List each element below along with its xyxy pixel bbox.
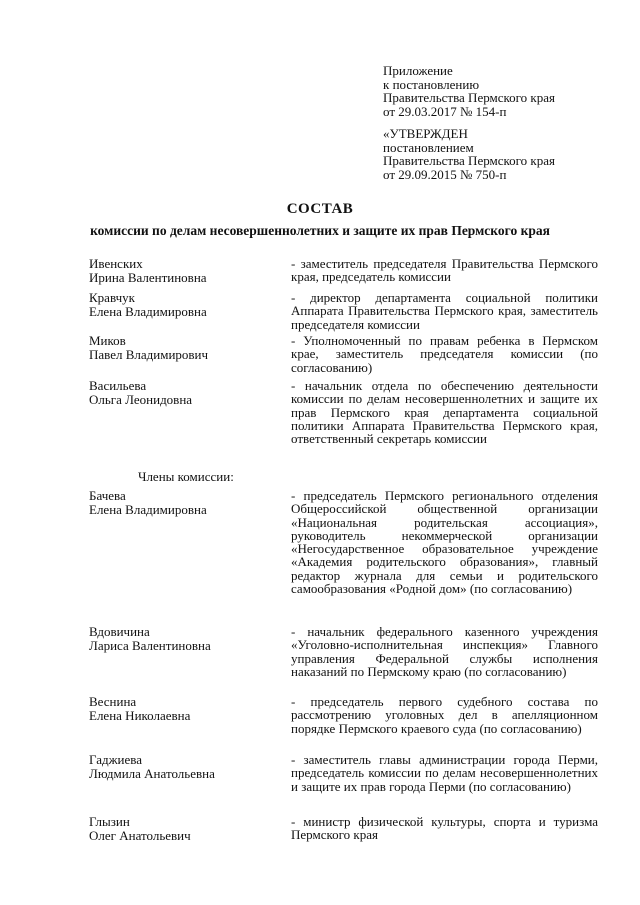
appendix-line: Правительства Пермского края (383, 90, 555, 105)
person-name (89, 815, 279, 842)
person-name (89, 334, 279, 361)
document-title: СОСТАВ (286, 201, 354, 217)
person-name (89, 625, 279, 652)
appendix-header (383, 64, 555, 118)
person-surname: Кравчук (89, 290, 135, 305)
person-role: - председатель Пермского регионального отделения Общероссийской общественной организации «Национальная родительская ассоциация», руководитель некоммерческой организации «Негосударственное образовательное учреждение «Академия родительского образования», главный редактор журнала для семьи и родительского самообразования «Родной дом» (по согласованию) (291, 488, 598, 597)
person-role: - заместитель главы администрации города Перми, председатель комиссии по делам несовершеннолетних и защите их прав города Перми (по согласованию) (291, 752, 598, 794)
person-role: - председатель первого судебного состава по рассмотрению уголовных дел в апелляционном порядке Пермского краевого суда (по согласованию) (291, 694, 598, 736)
approved-line: от 29.09.2015 № 750-п (383, 166, 507, 182)
person-surname: Ивенских (89, 256, 143, 271)
person-role: - Уполномоченный по правам ребенка в Пермском крае, заместитель председателя комиссии (по согласованию) (291, 333, 598, 375)
person-name (89, 695, 279, 722)
person-surname: Миков (89, 333, 126, 348)
approved-line: «УТВЕРЖДЕН (383, 126, 468, 141)
person-name (89, 753, 279, 780)
person-given-name: Ольга Леонидовна (89, 391, 193, 407)
person-given-name: Ирина Валентиновна (89, 269, 207, 285)
approved-line: постановлением (383, 139, 474, 155)
person-surname: Глызин (89, 814, 130, 829)
appendix-line: к постановлению (383, 76, 480, 92)
person-name (89, 489, 279, 516)
person-name (89, 379, 279, 406)
person-given-name: Павел Владимирович (89, 346, 209, 362)
person-name (89, 291, 279, 318)
person-surname: Гаджиева (89, 752, 143, 767)
approved-header (383, 127, 555, 181)
appendix-line: от 29.03.2017 № 154-п (383, 103, 507, 119)
document-subtitle: комиссии по делам несовершеннолетних и защите их прав Пермского края (90, 223, 550, 238)
person-role: - начальник отдела по обеспечению деятельности комиссии по делам несовершеннолетних и защите их прав Пермского края департамента социальной политики Аппарата Правительства Пермского края, ответственный секретарь комиссии (291, 378, 598, 447)
person-given-name: Лариса Валентиновна (89, 637, 211, 653)
members-heading: Члены комиссии: (138, 469, 234, 484)
approved-line: Правительства Пермского края (383, 153, 555, 168)
person-given-name: Елена Владимировна (89, 303, 207, 319)
person-role: - заместитель председателя Правительства Пермского края, председатель комиссии (291, 256, 598, 285)
person-name (89, 257, 279, 284)
person-surname: Бачева (89, 488, 126, 503)
person-role: - министр физической культуры, спорта и туризма Пермского края (291, 814, 598, 843)
person-given-name: Олег Анатольевич (89, 827, 191, 843)
person-given-name: Елена Владимировна (89, 501, 207, 517)
person-given-name: Людмила Анатольевна (89, 765, 215, 781)
person-role: - начальник федерального казенного учреждения «Уголовно-исполнительная инспекция» Главного управления Федеральной службы исполнения наказаний по Пермскому краю (по согласованию) (291, 624, 598, 679)
person-role: - директор департамента социальной политики Аппарата Правительства Пермского края, заместитель председателя комиссии (291, 290, 598, 332)
person-surname: Веснина (89, 694, 137, 709)
person-surname: Вдовичина (89, 624, 150, 639)
person-given-name: Елена Николаевна (89, 707, 191, 723)
appendix-line: Приложение (383, 63, 453, 78)
person-surname: Васильева (89, 378, 147, 393)
